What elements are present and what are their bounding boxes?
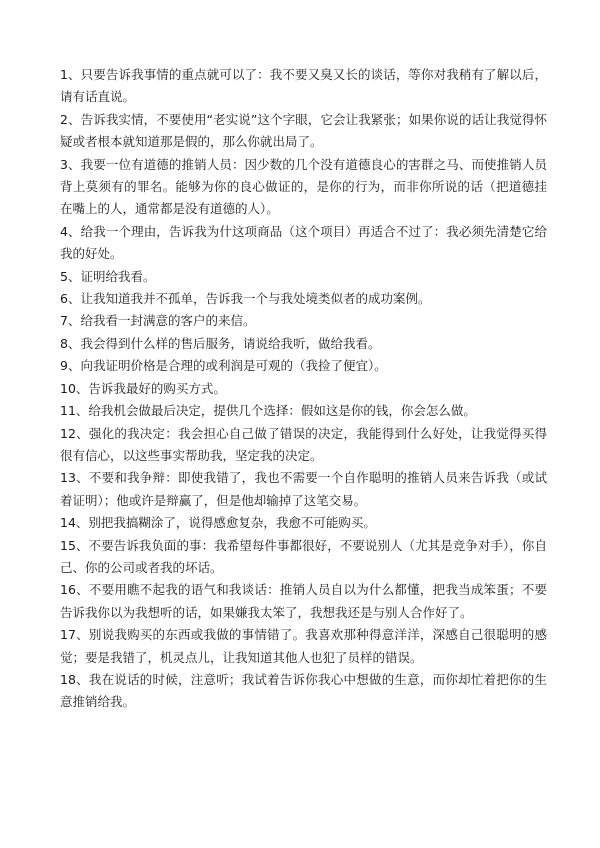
list-item: 11、给我机会做最后决定，提供几个选择：假如这是你的钱，你会怎么做。 <box>60 403 476 419</box>
list-item: 9、向我证明价格是合理的或利润是可观的（我捡了便宜）。 <box>60 358 387 374</box>
list-item: 12、强化的我决定：我会担心自己做了错误的决定，我能得到什么好处，让我觉得买得很有信心，以这些事实帮助我，坚定我的决定。 <box>60 425 547 463</box>
list-item: 7、给我看一封满意的客户的来信。 <box>60 313 256 329</box>
list-item: 17、别说我购买的东西或我做的事情错了。我喜欢那种得意洋洋，深感自己很聪明的感觉；要是我错了，机灵点儿，让我知道其他人也犯了员样的错误。 <box>60 627 547 665</box>
list-item: 16、不要用瞧不起我的语气和我谈话：推销人员自以为什么都懂，把我当成笨蛋；不要告诉我你以为我想听的话，如果嫌我太笨了，我想我还是与别人合作好了。 <box>60 582 547 620</box>
list-item: 6、让我知道我并不孤单，告诉我一个与我处境类似者的成功案例。 <box>60 291 431 307</box>
list-item: 8、我会得到什么样的售后服务，请说给我听，做给我看。 <box>60 335 381 351</box>
list-item: 3、我要一位有道德的推销人员：因少数的几个没有道德良心的害群之马、而使推销人员背上莫须有的罪名。能够为你的良心做证的，是你的行为，而非你所说的话（把道德挂在嘴上的人，通常都是没有道德的人）。 <box>60 156 547 217</box>
list-item: 5、证明给我看。 <box>60 268 156 284</box>
list-item: 2、告诉我实情，不要使用“老实说”这个字眼，它会让我紧张；如果你说的话让我觉得怀疑或者根本就知道那是假的，那么你就出局了。 <box>60 111 547 150</box>
list-item: 4、给我一个理由，告诉我为什这项商品（这个项目）再适合不过了：我必须先清楚它给我的好处。 <box>60 223 547 262</box>
list-item: 1、只要告诉我事情的重点就可以了：我不要又臭又长的谈话，等你对我稍有了解以后，请有话直说。 <box>60 67 547 105</box>
document-body <box>60 64 547 714</box>
list-item: 18、我在说话的时候，注意听；我试着告诉你我心中想做的生意，而你却忙着把你的生意推销给我。 <box>60 671 547 710</box>
list-item: 15、不要告诉我负面的事：我希望每件事都很好，不要说别人（尤其是竞争对手），你自己、你的公司或者我的坏话。 <box>60 537 547 575</box>
list-item: 13、不要和我争辩：即使我错了，我也不需要一个自作聪明的推销人员来告诉我（或试着证明）；他或许是辩赢了，但是他却输掉了这笔交易。 <box>60 470 547 508</box>
list-item: 10、告诉我最好的购买方式。 <box>60 380 226 396</box>
list-item: 14、别把我搞糊涂了，说得感愈复杂，我愈不可能购买。 <box>60 515 376 531</box>
